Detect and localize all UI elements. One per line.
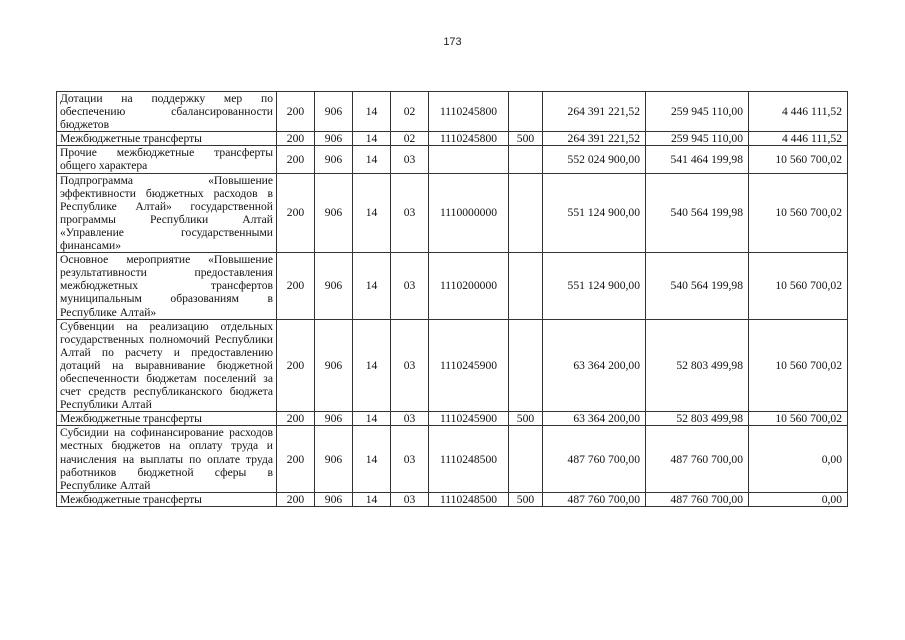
row-code-subsection: 03	[391, 426, 429, 492]
row-value-plan: 487 760 700,00	[543, 426, 646, 492]
row-value-plan: 63 364 200,00	[543, 319, 646, 412]
row-name: Субсидии на софинансирование расходов местных бюджетов на оплату труда и начисления на выплаты по оплате труда работников бюджетной сферы в Республике Алтай	[57, 426, 277, 492]
row-value-fact: 259 945 110,00	[646, 132, 749, 146]
row-code-target: 1110000000	[429, 173, 509, 253]
row-code-admin: 200	[277, 319, 315, 412]
row-value-plan: 551 124 900,00	[543, 173, 646, 253]
row-value-fact: 52 803 499,98	[646, 319, 749, 412]
table-row	[57, 426, 848, 492]
row-value-plan: 552 024 900,00	[543, 146, 646, 173]
row-value-plan: 264 391 221,52	[543, 132, 646, 146]
row-code-dept: 906	[315, 492, 353, 506]
row-code-section: 14	[353, 146, 391, 173]
row-code-subsection: 03	[391, 492, 429, 506]
row-code-subsection: 02	[391, 132, 429, 146]
row-value-fact: 540 564 199,98	[646, 173, 749, 253]
row-value-fact: 487 760 700,00	[646, 426, 749, 492]
row-code-admin: 200	[277, 132, 315, 146]
row-code-admin: 200	[277, 412, 315, 426]
row-code-section: 14	[353, 319, 391, 412]
row-value-fact: 259 945 110,00	[646, 92, 749, 132]
row-code-section: 14	[353, 412, 391, 426]
row-code-admin: 200	[277, 426, 315, 492]
row-code-subsection: 03	[391, 253, 429, 319]
row-code-dept: 906	[315, 132, 353, 146]
row-value-remainder: 10 560 700,02	[749, 173, 848, 253]
row-code-target: 1110245900	[429, 319, 509, 412]
row-code-admin: 200	[277, 92, 315, 132]
table-row	[57, 492, 848, 506]
row-code-subsection: 03	[391, 146, 429, 173]
row-value-remainder: 4 446 111,52	[749, 132, 848, 146]
row-code-expense-type	[509, 426, 543, 492]
row-value-remainder: 0,00	[749, 492, 848, 506]
row-code-dept: 906	[315, 426, 353, 492]
row-code-target: 1110245900	[429, 412, 509, 426]
row-name: Подпрограмма «Повышение эффективности бюджетных расходов в Республике Алтай» государственной программы Республики Алтай «Управление государственными финансами»	[57, 173, 277, 253]
row-code-target: 1110248500	[429, 492, 509, 506]
row-code-section: 14	[353, 173, 391, 253]
row-value-fact: 487 760 700,00	[646, 492, 749, 506]
row-value-plan: 63 364 200,00	[543, 412, 646, 426]
row-name: Дотации на поддержку мер по обеспечению сбалансированности бюджетов	[57, 92, 277, 132]
row-code-section: 14	[353, 253, 391, 319]
row-code-subsection: 03	[391, 319, 429, 412]
row-name: Субвенции на реализацию отдельных государственных полномочий Республики Алтай по расчету и предоставлению дотаций на выравнивание бюджетной обеспеченности бюджетам поселений за счет средств республиканского бюджета Республики Алтай	[57, 319, 277, 412]
row-value-remainder: 10 560 700,02	[749, 412, 848, 426]
row-code-expense-type	[509, 173, 543, 253]
row-value-remainder: 10 560 700,02	[749, 319, 848, 412]
table-row	[57, 132, 848, 146]
row-code-subsection: 02	[391, 92, 429, 132]
row-code-expense-type	[509, 92, 543, 132]
row-value-remainder: 10 560 700,02	[749, 146, 848, 173]
table-row	[57, 319, 848, 412]
row-code-target: 1110245800	[429, 92, 509, 132]
row-code-admin: 200	[277, 173, 315, 253]
row-value-remainder: 0,00	[749, 426, 848, 492]
row-code-admin: 200	[277, 492, 315, 506]
row-code-subsection: 03	[391, 412, 429, 426]
row-value-plan: 487 760 700,00	[543, 492, 646, 506]
row-value-remainder: 4 446 111,52	[749, 92, 848, 132]
page-number: 173	[443, 36, 462, 48]
row-value-plan: 551 124 900,00	[543, 253, 646, 319]
row-code-expense-type: 500	[509, 492, 543, 506]
table-row	[57, 412, 848, 426]
row-code-section: 14	[353, 426, 391, 492]
row-code-dept: 906	[315, 319, 353, 412]
row-code-dept: 906	[315, 412, 353, 426]
row-code-admin: 200	[277, 146, 315, 173]
row-code-dept: 906	[315, 173, 353, 253]
row-code-expense-type: 500	[509, 132, 543, 146]
table-row	[57, 92, 848, 132]
table-row	[57, 173, 848, 253]
budget-table	[56, 91, 848, 507]
row-code-dept: 906	[315, 146, 353, 173]
row-name: Прочие межбюджетные трансферты общего характера	[57, 146, 277, 173]
row-code-target: 1110200000	[429, 253, 509, 319]
row-value-plan: 264 391 221,52	[543, 92, 646, 132]
row-code-admin: 200	[277, 253, 315, 319]
row-code-subsection: 03	[391, 173, 429, 253]
table-row	[57, 253, 848, 319]
row-code-section: 14	[353, 92, 391, 132]
row-code-expense-type	[509, 319, 543, 412]
row-code-expense-type: 500	[509, 412, 543, 426]
row-name: Межбюджетные трансферты	[57, 132, 277, 146]
row-code-expense-type	[509, 146, 543, 173]
row-name: Межбюджетные трансферты	[57, 412, 277, 426]
row-code-dept: 906	[315, 253, 353, 319]
row-value-remainder: 10 560 700,02	[749, 253, 848, 319]
row-value-fact: 541 464 199,98	[646, 146, 749, 173]
row-value-fact: 52 803 499,98	[646, 412, 749, 426]
row-code-target: 1110248500	[429, 426, 509, 492]
row-name: Основное мероприятие «Повышение результативности предоставления межбюджетных трансфертов муниципальным образованиям в Республике Алтай»	[57, 253, 277, 319]
row-code-expense-type	[509, 253, 543, 319]
row-code-section: 14	[353, 132, 391, 146]
row-code-target	[429, 146, 509, 173]
row-value-fact: 540 564 199,98	[646, 253, 749, 319]
row-name: Межбюджетные трансферты	[57, 492, 277, 506]
row-code-section: 14	[353, 492, 391, 506]
table-row	[57, 146, 848, 173]
row-code-target: 1110245800	[429, 132, 509, 146]
row-code-dept: 906	[315, 92, 353, 132]
